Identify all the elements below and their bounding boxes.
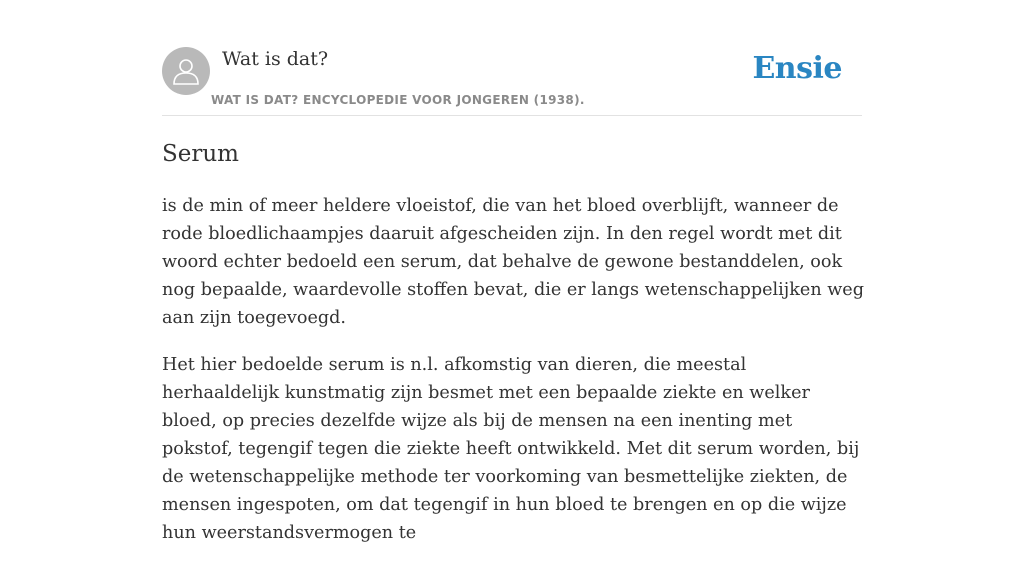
brand-logo[interactable]: Ensie xyxy=(752,51,842,86)
paragraph: is de min of meer heldere vloeistof, die van het bloed overblijft, wanneer de rode bloedlichaampjes daaruit afgescheiden zijn. In den regel wordt met dit woord echter bedoeld een serum, dat behalve de gewone bestanddelen, ook nog bepaalde, waardevolle stoffen bevat, die er langs wetenschappelijken weg aan zijn toegevoegd. xyxy=(162,196,864,328)
entry-content xyxy=(162,192,864,566)
entry-title: Serum xyxy=(162,141,239,167)
user-icon xyxy=(171,56,201,86)
paragraph: Het hier bedoelde serum is n.l. afkomstig van dieren, die meestal herhaaldelijk kunstmatig zijn besmet met een bepaalde ziekte en welker bloed, op precies dezelfde wijze als bij de mensen na een inenting met pokstof, tegengif tegen die ziekte heeft ontwikkeld. Met dit serum worden, bij de wetenschappelijke methode ter voorkoming van besmettelijke ziekten, de mensen ingespoten, om dat tegengif in hun bloed te brengen en op die wijze hun weerstandsvermogen te xyxy=(162,355,860,543)
source-header xyxy=(162,47,862,116)
avatar[interactable] xyxy=(162,47,210,95)
source-subtitle[interactable]: WAT IS DAT? ENCYCLOPEDIE VOOR JONGEREN (1938). xyxy=(211,93,585,107)
source-title[interactable]: Wat is dat? xyxy=(222,48,329,70)
